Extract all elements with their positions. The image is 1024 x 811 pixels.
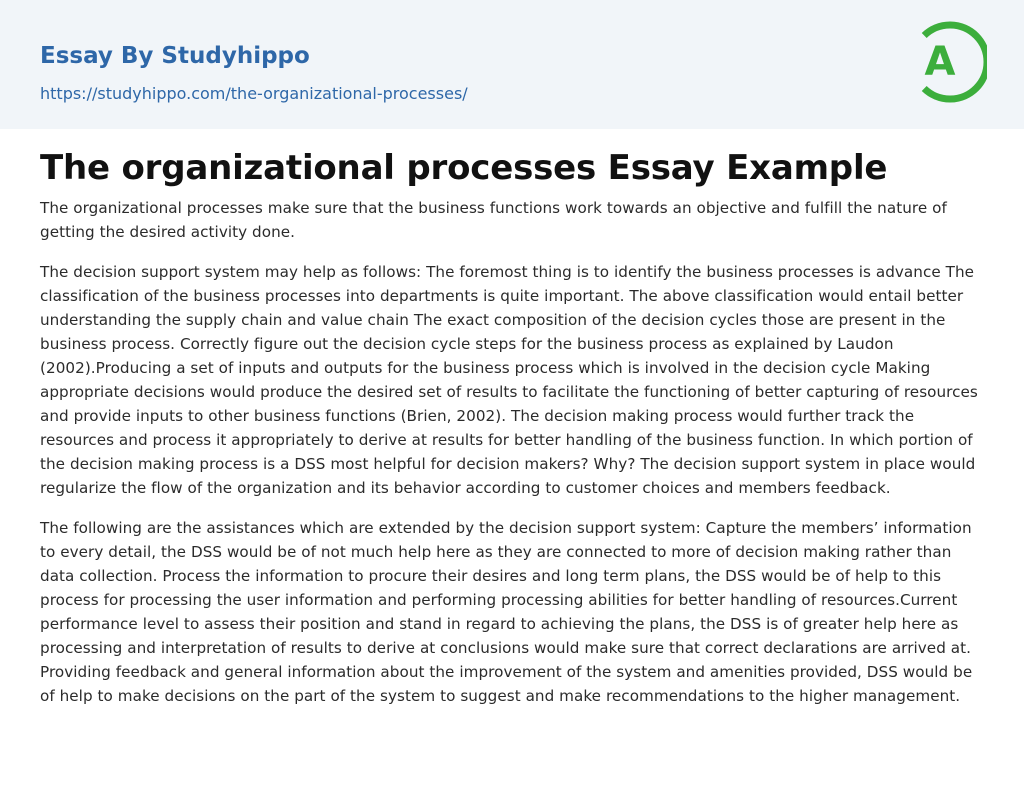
studyhippo-logo-icon[interactable] xyxy=(903,18,987,106)
site-header xyxy=(0,0,1024,129)
article-paragraph: The decision support system may help as follows: The foremost thing is to identify the business processes is advance The classification of the business processes into departments is quite important. The above classification would entail better understanding the supply chain and value chain The exact composition of the decision cycles those are present in the business process. Correctly figure out the decision cycle steps for the business process as explained by Laudon (2002).Producing a set of inputs and outputs for the business process which is involved in the decision cycle Making appropriate decisions would produce the desired set of results to facilitate the functioning of better capturing of resources and provide inputs to other business functions (Brien, 2002). The decision making process would further track the resources and process it appropriately to derive at results for better handling of the business function. In which portion of the decision making process is a DSS most helpful for decision makers? Why? The decision support system in place would regularize the flow of the organization and its behavior according to customer choices and members feedback. xyxy=(40,263,978,497)
article-title: The organizational processes Essay Example xyxy=(40,148,888,188)
site-brand[interactable]: Essay By Studyhippo xyxy=(40,43,310,69)
logo-letter: A xyxy=(924,39,956,85)
article xyxy=(40,146,986,708)
article-paragraph: The following are the assistances which are extended by the decision support system: Capture the members’ information to every detail, the DSS would be of not much help here as they are connected to more of decision making rather than data collection. Process the information to procure their desires and long term plans, the DSS would be of help to this process for processing the user information and performing processing abilities for better handling of resources.Current performance level to assess their position and stand in regard to achieving the plans, the DSS is of greater help here as processing and interpretation of results to derive at conclusions would make sure that correct declarations are arrived at. Providing feedback and general information about the improvement of the system and amenities provided, DSS would be of help to make decisions on the part of the system to suggest and make recommendations to the higher management. xyxy=(40,519,973,705)
article-paragraph: The organizational processes make sure that the business functions work towards an objective and fulfill the nature of getting the desired activity done. xyxy=(40,199,947,241)
page-url-link[interactable]: https://studyhippo.com/the-organizational-processes/ xyxy=(40,84,468,103)
